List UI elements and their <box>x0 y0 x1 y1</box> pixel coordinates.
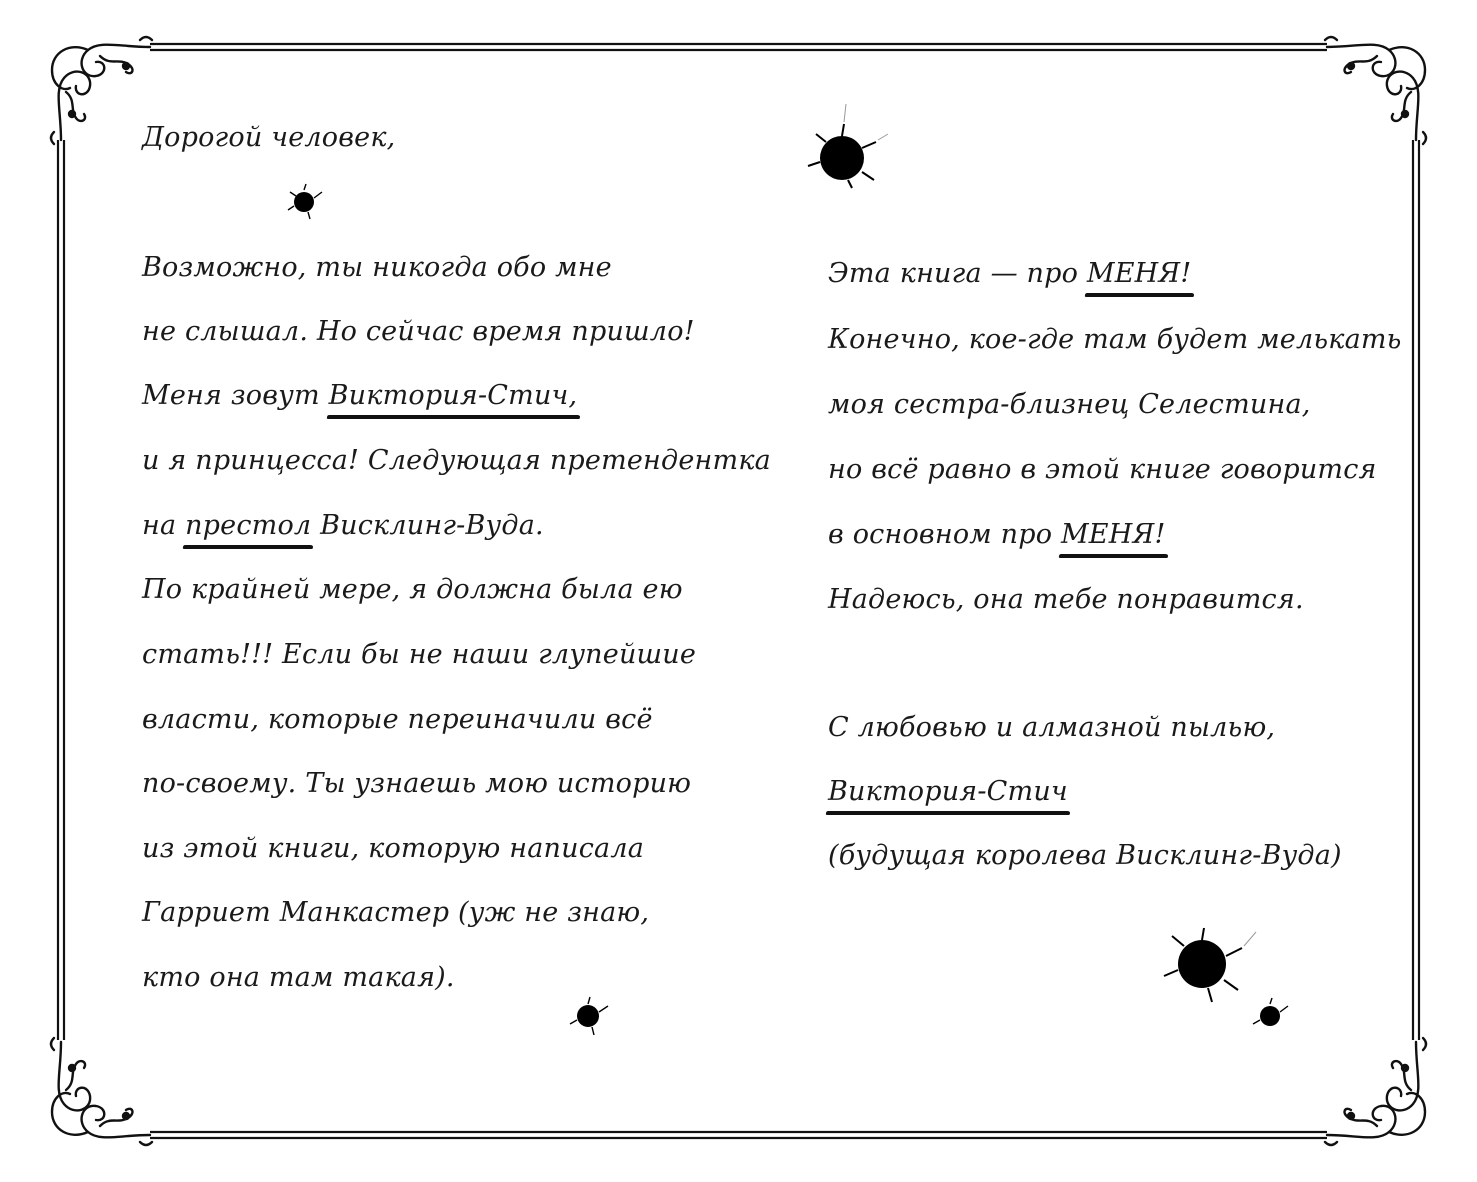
text-line <box>828 254 1191 294</box>
text-segment: Надеюсь, она тебе понравится. <box>828 584 1304 615</box>
signature-underlined: Виктория-Стич <box>828 772 1068 812</box>
text-segment: Висклинг-Вуда. <box>311 510 544 541</box>
text-line <box>142 893 649 933</box>
text-line <box>142 829 644 869</box>
text-segment: не слышал. Но сейчас время пришло! <box>142 316 695 347</box>
text-segment: По крайней мере, я должна была ею <box>142 574 683 605</box>
text-segment: кто она там такая). <box>142 962 455 993</box>
text-line <box>828 450 1377 490</box>
text-segment: на <box>142 510 186 541</box>
text-segment: Возможно, ты никогда обо мне <box>142 252 612 283</box>
closing: С любовью и алмазной пылью, <box>828 712 1276 743</box>
text-line <box>142 958 455 998</box>
text-segment: моя сестра-близнец Селестина, <box>828 389 1311 420</box>
text-line <box>142 376 577 416</box>
greeting: Дорогой человек, <box>142 122 396 153</box>
text-line <box>142 764 691 804</box>
text-line <box>142 506 544 546</box>
text-segment: из этой книги, которую написала <box>142 833 645 864</box>
text-segment: власти, которые переиначили всё <box>142 704 653 735</box>
text-line <box>828 580 1304 620</box>
underlined-text: МЕНЯ! <box>1087 254 1192 294</box>
text-line <box>142 248 612 288</box>
underlined-text: Виктория-Стич, <box>329 376 578 416</box>
underlined-text: МЕНЯ! <box>1061 515 1166 555</box>
text-segment: Меня зовут <box>142 380 329 411</box>
text-line <box>142 700 653 740</box>
title-note: (будущая королева Висклинг-Вуда) <box>828 840 1342 871</box>
underlined-text: престол <box>185 506 311 546</box>
text-segment: Гарриет Манкастер (уж не знаю, <box>142 897 650 928</box>
text-line <box>142 441 771 481</box>
text-line <box>142 635 696 675</box>
text-line <box>142 312 695 352</box>
right-page <box>828 0 1428 1182</box>
text-line <box>828 515 1166 555</box>
text-segment: но всё равно в этой книге говорится <box>828 454 1377 485</box>
text-segment: стать!!! Если бы не наши глупейшие <box>142 639 697 670</box>
left-page <box>142 0 782 1182</box>
text-segment: Эта книга — про <box>828 258 1087 289</box>
text-segment: Конечно, кое-где там будет мелькать <box>828 324 1402 355</box>
text-line <box>828 385 1311 425</box>
text-segment: по-своему. Ты узнаешь мою историю <box>142 768 692 799</box>
signature <box>828 772 1068 812</box>
text-segment: в основном про <box>828 519 1061 550</box>
text-segment: и я принцесса! Следующая претендентка <box>142 445 771 476</box>
text-line <box>142 570 683 610</box>
text-line <box>828 320 1402 360</box>
